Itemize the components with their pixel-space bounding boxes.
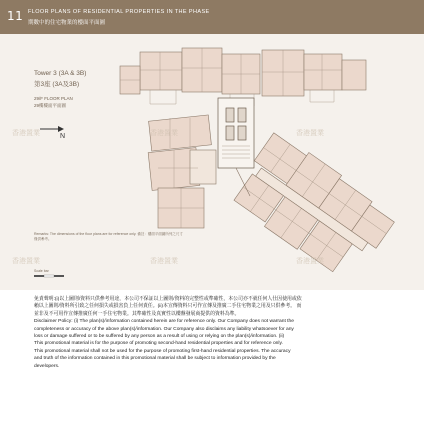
disclaimer-en-line: This promotional material is for the purpose of promoting second-hand residential properties and for reference only. [34,341,283,347]
tower-name-en: Tower 3 (3A & 3B) [34,70,87,77]
disclaimer-zh-line: 免責聲明:(i)以上圖則/資料只供參考用途，本公司不保証以上圖則/資料的完整性或準確性，本公司亦不就任何人仕因使用或依 [34,297,302,302]
scale-bar-label: Scale bar [34,269,49,273]
watermark-logo: 香港置業 [12,258,40,265]
page-number: 11 [7,9,24,23]
north-arrow-icon [38,118,68,140]
disclaimer-en-line: completeness or accuracy of the above plan(s)/information. Our Company also disclaims any liability whatsoever for any [34,326,294,332]
plan-footnote: Remarks: The dimensions of the floor plans are for reference only. 備註：樓面平面圖所列之尺寸僅供參考。 [34,232,183,241]
watermark-logo: 香港置業 [296,130,324,137]
watermark-logo: 香港置業 [296,258,324,265]
floor-label-zh: 29樓樓面平面圖 [34,103,67,108]
watermark-logo: 香港置業 [12,130,40,137]
north-label: N [60,133,66,140]
floor-label-en: 29/F FLOOR PLAN [34,96,73,101]
watermark-logo: 香港置業 [150,258,178,265]
disclaimer-zh-line: 賴以上圖則/資料所引致之任何損失或損害負上任何責任。(ii)本宣傳資料只可作宣傳及推廣二手住宅物業之用及只供參考。 而 [34,304,302,310]
disclaimer-en-line: and truth of the information contained in this promotional material shall be subject to information provided by the [34,356,276,362]
central-core [218,98,254,168]
disclaimer-en-line: This promotional material shall not be used for the purpose of promoting first-hand residential properties. The accuracy [34,348,291,354]
disclaimer-en-line: Disclaimer Policy: (i) The plan(s)/information contained herein are for reference only. Our Company does not warrant the [34,319,294,325]
tower-name-zh: 第3座 (3A及3B) [34,81,80,88]
section-title-en: FLOOR PLANS OF RESIDENTIAL PROPERTIES IN THE PHASE [28,9,210,15]
watermark-logo: 香港置業 [150,130,178,137]
upper-wing [120,48,366,96]
scale-bar [34,268,74,280]
disclaimer-zh-line: 並非及不可用作宣傳推廣任何一手住宅物業。其準確性及真實性以樓盤發展商提供的資料為準。 [34,311,240,317]
disclaimer-en-line: loss or damage suffered or to be suffered by any person as a result of using or relying on the plan(s)/information. (ii) [34,334,285,340]
disclaimer-text [34,296,396,370]
section-title-zh: 期數中的住宅物業的樓面平面圖 [28,20,106,26]
disclaimer-en-line: developers. [34,363,60,369]
